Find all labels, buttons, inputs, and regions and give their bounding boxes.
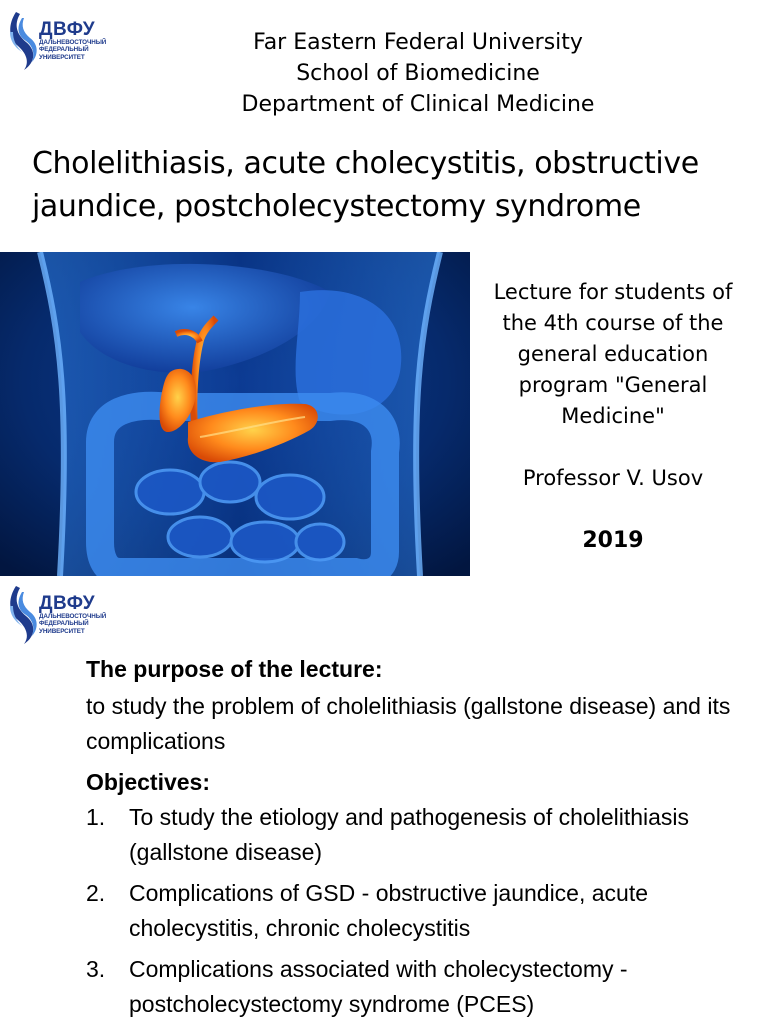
- list-item-text: Complications associated with cholecystectomy - postcholecystectomy syndrome (PCES): [129, 956, 628, 1017]
- logo-sub-text: ДАЛЬНЕВОСТОЧНЫЙ: [39, 613, 107, 620]
- objectives-list: [86, 800, 746, 1022]
- logo-main-text: ДВФУ: [39, 593, 96, 614]
- abdominal-anatomy-illustration: [0, 252, 470, 576]
- logo-sub-text: ДАЛЬНЕВОСТОЧНЫЙ: [39, 39, 107, 46]
- purpose-heading: The purpose of the lecture:: [86, 656, 383, 682]
- institution-header: [180, 27, 656, 120]
- list-item-number: 3.: [86, 956, 106, 982]
- university-name: Far Eastern Federal University: [253, 30, 583, 55]
- university-logo: [6, 10, 106, 80]
- department-name: Department of Clinical Medicine: [241, 92, 595, 117]
- list-item: [86, 800, 746, 870]
- logo-main-text: ДВФУ: [39, 19, 96, 40]
- list-item-text: Complications of GSD - obstructive jaundice, acute cholecystitis, chronic cholecystitis: [129, 880, 649, 941]
- list-item-text: To study the etiology and pathogenesis of cholelithiasis (gallstone disease): [129, 804, 690, 865]
- logo-emblem-icon: [6, 584, 40, 646]
- list-item: [86, 952, 746, 1022]
- university-logo: [6, 584, 106, 654]
- logo-sub-text: ФЕДЕРАЛЬНЫЙ: [39, 46, 89, 54]
- list-item-number: 1.: [86, 804, 106, 830]
- lecture-info: [478, 277, 748, 556]
- objectives-heading: Objectives:: [86, 769, 210, 795]
- logo-emblem-icon: [6, 10, 40, 72]
- slide-body: [86, 652, 746, 1024]
- lecture-year: 2019: [582, 528, 644, 553]
- objectives-slide: [0, 578, 768, 1024]
- lecture-description: Lecture for students of the 4th course of the general education program "General Medicine": [493, 280, 733, 428]
- logo-sub-text: УНИВЕРСИТЕТ: [39, 627, 85, 635]
- lecture-title: Cholelithiasis, acute cholecystitis, obstructive jaundice, postcholecystectomy syndrome: [32, 146, 699, 224]
- list-item: [86, 876, 746, 946]
- logo-sub-text: УНИВЕРСИТЕТ: [39, 53, 85, 61]
- list-item-number: 2.: [86, 880, 106, 906]
- logo-sub-text: ФЕДЕРАЛЬНЫЙ: [39, 620, 89, 628]
- school-name: School of Biomedicine: [296, 61, 540, 86]
- lecture-author: Professor V. Usov: [522, 466, 704, 490]
- anatomy-icon: [0, 252, 470, 576]
- purpose-text: to study the problem of cholelithiasis (gallstone disease) and its complications: [86, 693, 731, 754]
